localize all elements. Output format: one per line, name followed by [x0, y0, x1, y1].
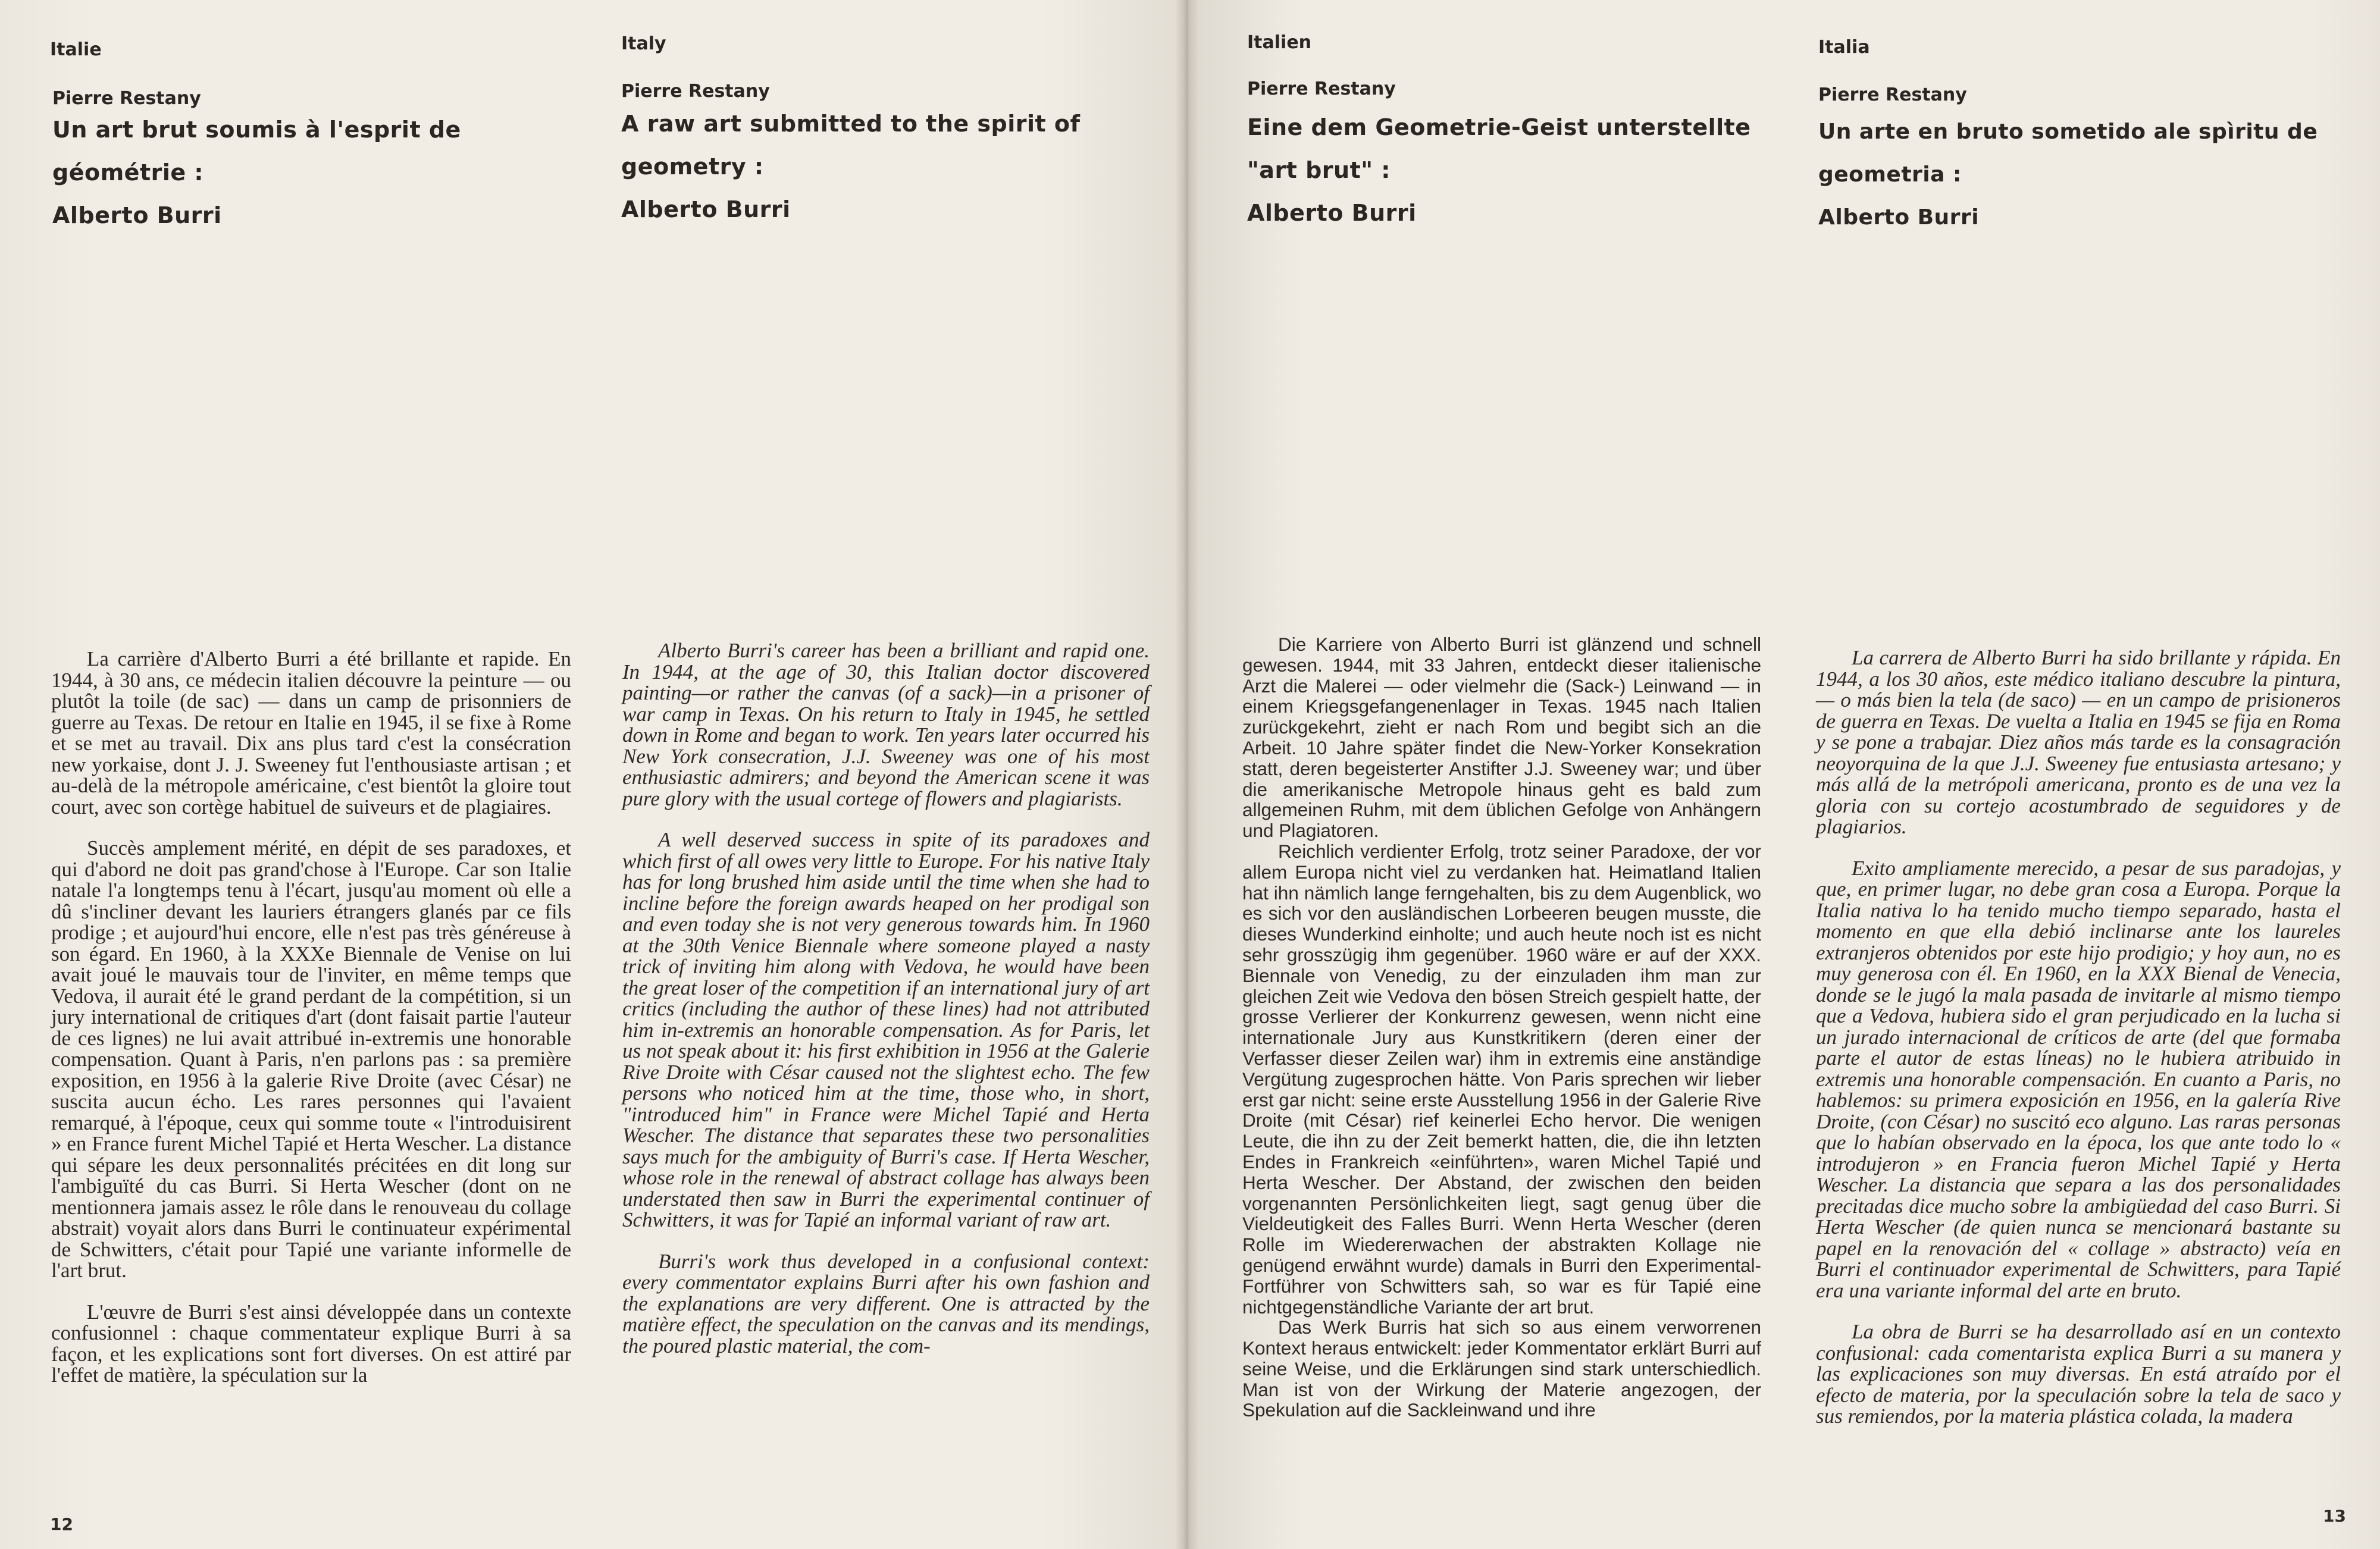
es-title-line1: Un arte en bruto sometido ale spìritu de geometria : — [1818, 120, 2318, 187]
en-country: Italy — [621, 33, 666, 54]
de-title-line1: Eine dem Geometrie-Geist unterstellte "art brut" : — [1247, 114, 1751, 183]
en-paragraph-3: Burri's work thus developed in a confusional context: every commentator explains Burri after his own fashion and the explanations are very different. One is attracted by the matière effect, the speculation on the canvas and its mendings, the poured plastic material, the com- — [622, 1249, 1150, 1357]
es-author: Pierre Restany — [1818, 84, 1967, 105]
es-title — [1818, 111, 2354, 239]
fr-paragraph-1: La carrière d'Alberto Burri a été brillante et rapide. En 1944, à 30 ans, ce médecin italien découvre la peinture — ou plutôt la toile (de sac) — dans un camp de prisonniers de guerre au Texas. De retour en Italie en 1945, il se fixe à Rome et se met au travail. Dix ans plus tard c'est la consécration new yorkaise, dont J. J. Sweeney fut l'enthousiaste artisan ; et au-delà de la métropole américaine, c'est bientôt la gloire tout court, avec son cortège habituel de suiveurs et de plagiaires. — [51, 647, 571, 819]
page-number-right: 13 — [2323, 1506, 2346, 1526]
en-paragraph-2: A well deserved success in spite of its paradoxes and which first of all owes very little to Europe. For his native Italy has for long brushed him aside until the time when she had to incline before the foreign awards heaped on her prodigal son and even today she is not very generous towards him. In 1960 at the 30th Venice Biennale where someone played a nasty trick of inviting him along with Vedova, he would have been the great loser of the competition if an international jury of art critics (including the author of these lines) had not attributed him in-extremis an honorable compensation. As for Paris, let us not speak about it: his first exhibition in 1956 at the Galerie Rive Droite with César caused not the slightest echo. The few persons who noticed him at the time, those who, in short, "introduced him" in France were Michel Tapié and Herta Wescher. The distance that separates these two personalities says much for the ambiguity of Burri's case. If Herta Wescher, whose role in the renewal of abstract collage has always been understated then saw in Burri the experimental continuer of Schwitters, it was for Tapié an informal variant of raw art. — [622, 828, 1150, 1231]
es-country: Italia — [1818, 37, 1870, 58]
es-paragraph-2: Exito ampliamente merecido, a pesar de sus paradojas, y que, en primer lugar, no debe gran cosa a Europa. Porque la Italia nativa lo ha tenido mucho tiempo separado, hasta el momento en que ella debió inclinarse ante los laureles extranjeros obtenidos por este hijo prodigio; y hoy aun, no es muy generosa con él. En 1960, en la XXX Bienal de Venecia, donde se le jugó la mala pasada de invitarle al mismo tiempo que a Vedova, hubiera sido el gran perjudicado en la lucha si un jurado internacional de críticos de arte (del que formaba parte el autor de estas líneas) no le hubiera atribuido in extremis una honorable compensación. En cuanto a Paris, no hablemos: su primera exposición en 1956, en la galería Rive Droite, (con César) no suscitó eco alguno. Las raras personas que lo habían observado en la época, los que ante todo lo « introdujeron » en Francia fueron Michel Tapié y Herta Wescher. La distancia que separa a las dos personalidades precitadas dice mucho sobre la ambigüedad del caso Burri. Si Herta Wescher (de quien nunca se mencionará bastante su papel en la renovación del « collage » abstracto) veía en Burri el continuador experimental de Schwitters, para Tapié era una variante informal del arte en bruto. — [1816, 856, 2341, 1302]
fr-title-line2: Alberto Burri — [52, 202, 222, 228]
de-country: Italien — [1247, 32, 1312, 53]
de-body — [1242, 634, 1761, 1421]
fr-paragraph-2: Succès amplement mérité, en dépit de ses paradoxes, et qui d'abord ne doit pas grand'chose à l'Europe. Car son Italie natale l'a longtemps tenu à l'écart, jusqu'au moment où elle a dû s'incliner devant les lauriers étrangers glanés par ce fils prodige ; et aujourd'hui encore, elle n'est pas très généreuse à son égard. En 1960, à la XXXe Biennale de Venise on lui avait joué le mauvais tour de l'inviter, en même temps que Vedova, il aurait été le grand perdant de la compétition, si un jury international de critiques d'art (dont faisait partie l'auteur de ces lignes) ne lui avait attribué in-extremis une honorable compensation. Quant à Paris, n'en parlons pas : sa première exposition, en 1956 à la galerie Rive Droite (avec César) ne suscita aucun écho. Les rares personnes qui l'avaient remarqué, à l'époque, ceux qui somme toute « l'introduisirent » en France furent Michel Tapié et Herta Wescher. La distance qui sépare les deux personnalités précitées en dit long sur l'ambiguïté du cas Burri. Si Herta Wescher (dont on ne mentionnera jamais assez le rôle dans le renouveau du collage abstrait) voyait alors dans Burri le continuateur expérimental de Schwitters, c'était pour Tapié une variante informelle de l'art brut. — [51, 836, 571, 1282]
es-paragraph-3: La obra de Burri se ha desarrollado así en un contexto confusional: cada comentarista explica Burri a su manera y las explicaciones son muy diversas. En está atraído por el efecto de materia, por la speculación sobre la tela de saco y sus remiendos, por la materia plástica colada, la madera — [1816, 1320, 2341, 1428]
en-title — [621, 102, 1157, 231]
en-title-line1: A raw art submitted to the spirit of geometry : — [621, 111, 1081, 180]
de-paragraph-2: Reichlich verdienter Erfolg, trotz seiner Paradoxe, der vor allem Europa nicht viel zu verdanken hat. Heimatland Italien hat ihn nämlich lange ferngehalten, bis zu dem Augenblick, wo es sich vor den ausländischen Lorbeeren beugen musste, die dieses Wunderkind einholte; und auch heute noch ist es nicht sehr grosszügig ihm gegenüber. 1960 wäre er auf der XXX. Biennale von Venedig, zu der einzuladen ihm man zur gleichen Zeit wie Vedova den bösen Streich gespielt hatte, der grosse Verlierer der Konkurrenz gewesen, wenn nicht eine internationale Jury aus Kunstkritikern (deren einer der Verfasser dieser Zeilen war) ihm in extremis eine anständige Vergütung zugesprochen hätte. Von Paris sprechen wir lieber erst gar nicht: seine erste Ausstellung 1956 in der Galerie Rive Droite (mit César) rief keinerlei Echo hervor. Die wenigen Leute, die ihn zu der Zeit bemerkt hatten, die, die ihn letzten Endes in Frankreich «einführten», waren Michel Tapié und Herta Wescher. Der Abstand, der zwischen den beiden vorgenannten Persönlichkeiten liegt, sagt genug über die Vieldeutigkeit des Falles Burri. Wenn Herta Wescher (deren Rolle im Wiedererwachen der abstrakten Kollage nie genügend erwähnt wurde) damals in Burri den Experimental-Fortführer von Schwitters sah, so war es für Tapié eine nichtgegenständliche Variante der art brut. — [1242, 840, 1761, 1318]
fr-author: Pierre Restany — [52, 88, 201, 109]
fr-title-line1: Un art brut soumis à l'esprit de géométrie : — [52, 117, 461, 186]
es-title-line2: Alberto Burri — [1818, 205, 1980, 230]
de-title-line2: Alberto Burri — [1247, 200, 1417, 226]
en-title-line2: Alberto Burri — [621, 196, 791, 222]
fr-paragraph-3: L'œuvre de Burri s'est ainsi développée dans un contexte confusionnel : chaque commentateur explique Burri à sa façon, et les explications sont fort diverses. On est attiré par l'effet de matière, la spéculation sur la — [51, 1300, 571, 1387]
de-paragraph-1: Die Karriere von Alberto Burri ist glänzend und schnell gewesen. 1944, mit 33 Jahren, entdeckt dieser italienische Arzt die Malerei — oder vielmehr die (Sack-) Leinwand — in einem Kriegsgefangenenlager in Texas. 1945 nach Italien zurückgekehrt, zieht er nach Rom und begibt sich an die Arbeit. 10 Jahre später findet die New-Yorker Konsekration statt, deren begeisterter Anstifter J.J. Sweeney war; und über die amerikanische Metropole hinaus geht es bald zum allgemeinen Ruhm, mit dem üblichen Gefolge von Anhängern und Plagiatoren. — [1242, 634, 1761, 842]
es-body — [1816, 647, 2341, 1447]
page-number-left: 12 — [50, 1514, 73, 1534]
de-paragraph-3: Das Werk Burris hat sich so aus einem verworrenen Kontext heraus entwickelt: jeder Kommentator erklärt Burri auf seine Weise, und die Erklärungen sind stark unterschiedlich. Man ist von der Wirkung der Materie angezogen, der Spekulation auf die Sackleinwand und ihre — [1242, 1316, 1761, 1421]
de-title — [1247, 106, 1800, 234]
en-author: Pierre Restany — [621, 81, 770, 102]
en-body — [622, 640, 1150, 1376]
en-paragraph-1: Alberto Burri's career has been a brilliant and rapid one. In 1944, at the age of 30, this Italian doctor discovered painting—or rather the canvas (of a sack)—in a prisoner of war camp in Texas. On his return to Italy in 1945, he settled down in Rome and began to work. Ten years later occurred his New York consecration, J.J. Sweeney was one of his most enthusiastic admirers; and beyond the American scene it was pure glory with the usual cortege of flowers and plagiarists. — [622, 639, 1150, 810]
fr-country: Italie — [50, 39, 102, 60]
fr-body — [51, 648, 571, 1406]
book-gutter — [1175, 0, 1199, 1549]
de-author: Pierre Restany — [1247, 79, 1396, 99]
es-paragraph-1: La carrera de Alberto Burri ha sido brillante y rápida. En 1944, a los 30 años, este médico italiano descubre la pintura, — o más bien la tela (de saco) — en un campo de prisioneros de guerra en Texas. De vuelta a Italia en 1945 se fija en Roma y se pone a trabajar. Diez años más tarde es la consagración neoyorquina de la que J.J. Sweeney fue entusiasta artesano; y más allá de la metrópoli americana, pronto es de una vez la gloria con su cortejo acostumbrado de seguidores y de plagiarios. — [1816, 646, 2341, 838]
fr-title — [52, 108, 576, 237]
